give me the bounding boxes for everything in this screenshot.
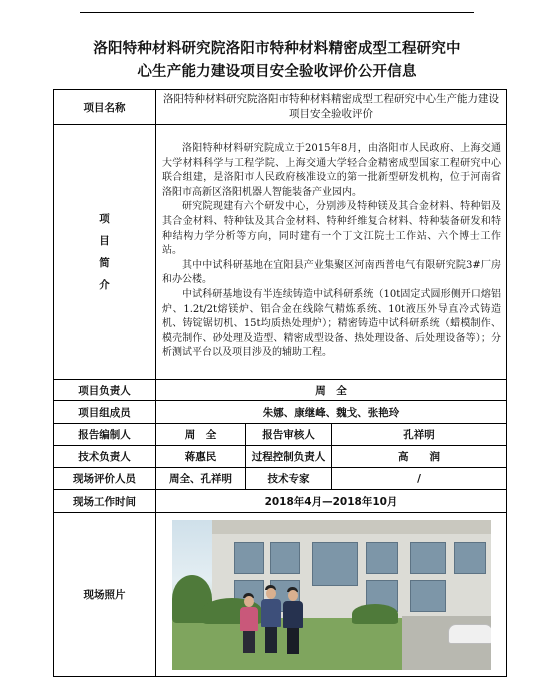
row-intro [54,125,507,380]
leader-value: 周 全 [156,380,507,401]
report-reviewer-value: 孔祥明 [332,424,507,446]
intro-label-char-1: 项 [99,213,110,225]
title-line-2: 心生产能力建设项目安全验收评价公开信息 [137,64,417,80]
photo-window [454,542,486,574]
row-members [54,401,507,424]
intro-label-char-4: 介 [99,279,110,291]
site-time-label: 现场工作时间 [54,490,156,513]
site-evaluators-label: 现场评价人员 [54,468,156,490]
photo-window [234,542,264,574]
photo-person-legs [243,631,255,653]
photo-person-head [244,596,254,607]
site-time-value: 2018年4月—2018年10月 [156,490,507,513]
intro-text [156,125,507,380]
photo-shrub [352,604,398,624]
intro-paragraph-2: 研究院现建有六个研发中心，分别涉及特种镁及其合金材料、特种铝及其合金材料、特种钛及其合金材料、特种纤维复合材料、特种装备研发和特种结构力学分析等方向，同时建有一个丁文江院士工作站、六个博士工作站。 [162,201,502,257]
photo-person-legs [287,628,299,654]
photo-car [448,624,491,644]
photo-person-head [288,590,298,601]
info-table [53,89,507,677]
intro-label-char-3: 简 [99,257,110,269]
members-value: 朱娜、康继峰、魏戈、张艳玲 [156,401,507,424]
tech-expert-value: / [332,468,507,490]
project-name-label: 项目名称 [54,90,156,125]
row-leader [54,380,507,401]
process-leader-value: 高 润 [332,446,507,468]
intro-label-char-2: 目 [99,235,110,247]
photo-window [410,580,446,612]
leader-label: 项目负责人 [54,380,156,401]
tech-leader-label: 技术负责人 [54,446,156,468]
row-site-time [54,490,507,513]
photo-person-torso [240,607,258,631]
process-leader-label: 过程控制负责人 [246,446,332,468]
photo-person-torso [261,599,281,627]
row-site-staff [54,468,507,490]
site-evaluators-value: 周全、孔祥明 [156,468,246,490]
row-project-name [54,90,507,125]
site-photo-label: 现场照片 [54,513,156,677]
report-writer-label: 报告编制人 [54,424,156,446]
row-report [54,424,507,446]
row-site-photo [54,513,507,677]
intro-paragraph-4: 中试科研基地设有半连续铸造中试科研系统（10t固定式圆形侧开口熔铝炉、1.2t/2t熔镁炉、铝合金在线除气精炼系统、10t液压外导直冷式铸造机、铸锭锯切机、15t均质热处理炉）；精密铸造中试科研系统（蜡模制作、模壳制作、砂处理及造型、精密成型设备、热处理设备、后处理设备等）；分析测试平台以及项目涉及的辅助工程。 [162,288,502,359]
report-reviewer-label: 报告审核人 [246,424,332,446]
photo-person-torso [283,601,303,628]
row-tech [54,446,507,468]
tech-leader-value: 蒋惠民 [156,446,246,468]
project-name-value: 洛阳特种材料研究院洛阳市特种材料精密成型工程研究中心生产能力建设项目安全验收评价 [156,90,507,125]
members-label: 项目组成员 [54,401,156,424]
photo-building-band [212,520,491,534]
document-title [70,38,484,84]
intro-label [54,125,156,380]
intro-paragraph-3: 其中中试科研基地在宜阳县产业集聚区河南西普电气有限研究院3#厂房和办公楼。 [162,259,502,286]
site-photo-cell [156,513,507,677]
report-writer-value: 周 全 [156,424,246,446]
photo-person-head [266,588,276,599]
top-rule [80,12,474,13]
intro-paragraph-1: 洛阳特种材料研究院成立于2015年8月，由洛阳市人民政府、上海交通大学材料科学与工程学院、上海交通大学轻合金精密成型国家工程研究中心联合组建，是洛阳市人民政府核准设立的第一批新型研发机构，位于河南省洛阳市高新区洛阳机器人智能装备产业园内。 [162,143,502,198]
photo-window [410,542,446,574]
photo-person-legs [265,627,277,653]
photo-window [312,542,358,586]
site-photo [172,520,491,670]
photo-window [366,542,398,574]
title-line-1: 洛阳特种材料研究院洛阳市特种材料精密成型工程研究中 [93,41,461,57]
tech-expert-label: 技术专家 [246,468,332,490]
photo-window [270,542,300,574]
